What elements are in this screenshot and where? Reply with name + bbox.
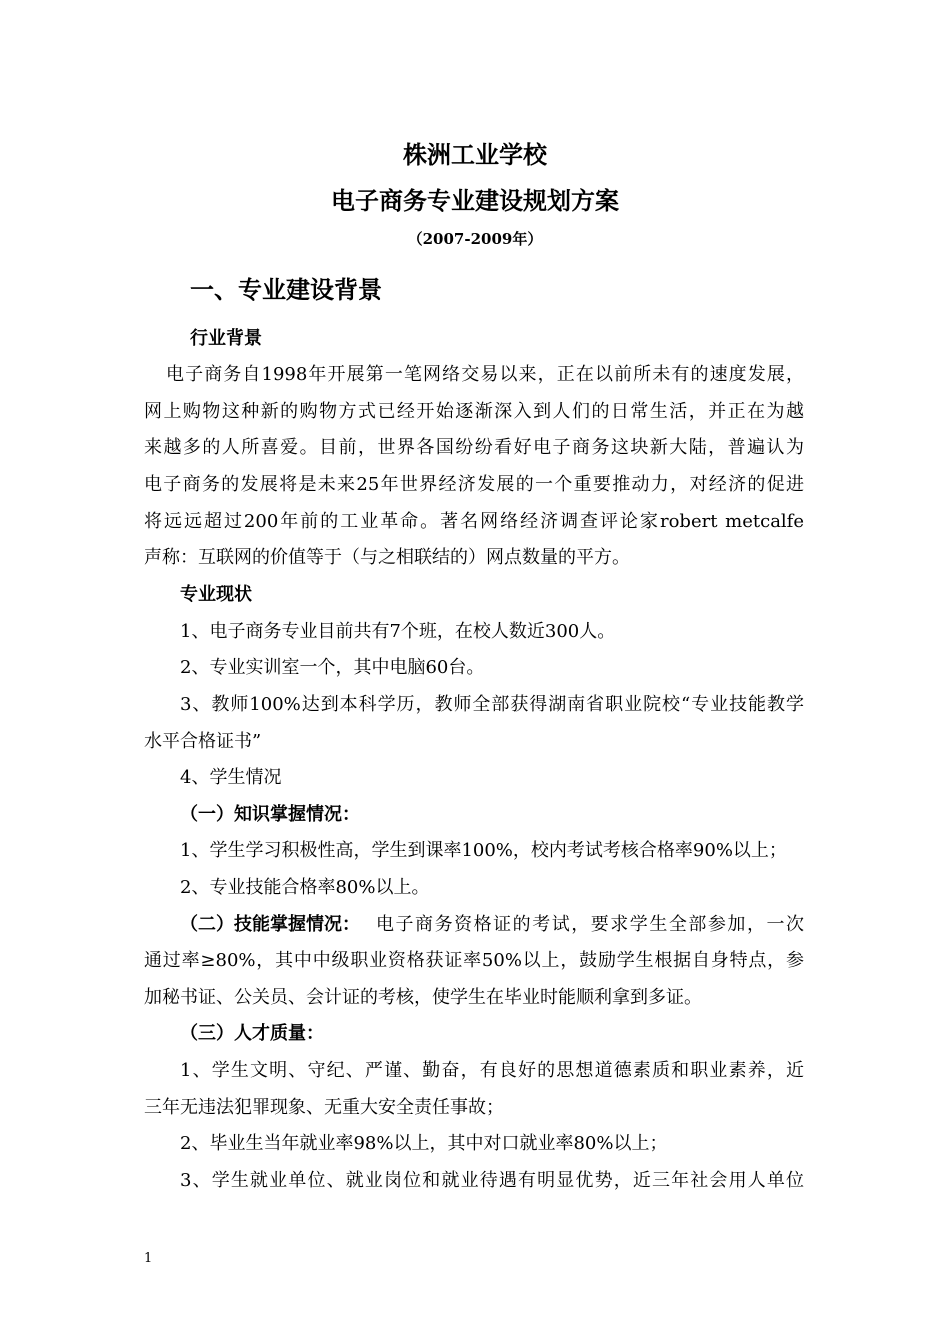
school-name: 株洲工业学校 — [403, 140, 547, 169]
knowledge-item: 2、专业技能合格率80%以上。 — [180, 877, 430, 898]
document-title: 电子商务专业建设规划方案 — [331, 186, 619, 215]
skill-heading: （二）技能掌握情况： — [180, 914, 360, 935]
skill-line: 加秘书证、公关员、会计证的考核，使学生在毕业时能顺利拿到多证。 — [144, 987, 702, 1008]
industry-line: 来越多的人所喜爱。目前，世界各国纷纷看好电子商务这块新大陆，普遍认为 — [144, 437, 804, 458]
talent-line: 1、学生文明、守纪、严谨、勤奋，有良好的思想道德素质和职业素养，近 — [180, 1060, 804, 1081]
status-item: 4、学生情况 — [180, 767, 282, 788]
industry-line: 网上购物这种新的购物方式已经开始逐渐深入到人们的日常生活，并正在为越 — [144, 401, 804, 422]
skill-line: 通过率≥80%，其中中级职业资格获证率50%以上，鼓励学生根据自身特点，参 — [144, 950, 804, 971]
industry-line: 电子商务自1998年开展第一笔网络交易以来，正在以前所未有的速度发展， — [166, 364, 804, 385]
industry-line: 将远远超过200年前的工业革命。著名网络经济调查评论家robert metcalfe — [144, 511, 804, 532]
document-years: （2007-2009年） — [407, 230, 543, 248]
talent-heading: （三）人才质量： — [180, 1023, 324, 1044]
talent-line: 2、毕业生当年就业率98%以上，其中对口就业率80%以上； — [180, 1133, 668, 1154]
status-item: 1、电子商务专业目前共有7个班，在校人数近300人。 — [180, 621, 616, 642]
knowledge-item: 1、学生学习积极性高，学生到课率100%，校内考试考核合格率90%以上； — [180, 840, 787, 861]
skill-line: 电子商务资格证的考试，要求学生全部参加，一次 — [376, 914, 804, 935]
industry-line: 电子商务的发展将是未来25年世界经济发展的一个重要推动力，对经济的促进 — [144, 474, 804, 495]
talent-line: 三年无违法犯罪现象、无重大安全责任事故； — [144, 1097, 504, 1118]
status-item: 2、专业实训室一个，其中电脑60台。 — [180, 657, 485, 678]
status-item: 水平合格证书” — [144, 731, 262, 752]
status-heading: 专业现状 — [180, 584, 252, 605]
status-item: 3、教师100%达到本科学历，教师全部获得湖南省职业院校“专业技能教学 — [180, 694, 804, 715]
page-number: 1 — [144, 1251, 153, 1266]
industry-line: 声称：互联网的价值等于（与之相联结的）网点数量的平方。 — [144, 547, 630, 568]
knowledge-heading: （一）知识掌握情况： — [180, 804, 360, 825]
talent-line: 3、学生就业单位、就业岗位和就业待遇有明显优势，近三年社会用人单位 — [180, 1170, 804, 1191]
industry-background-heading: 行业背景 — [190, 328, 262, 349]
section-heading-background: 一、专业建设背景 — [190, 275, 382, 304]
